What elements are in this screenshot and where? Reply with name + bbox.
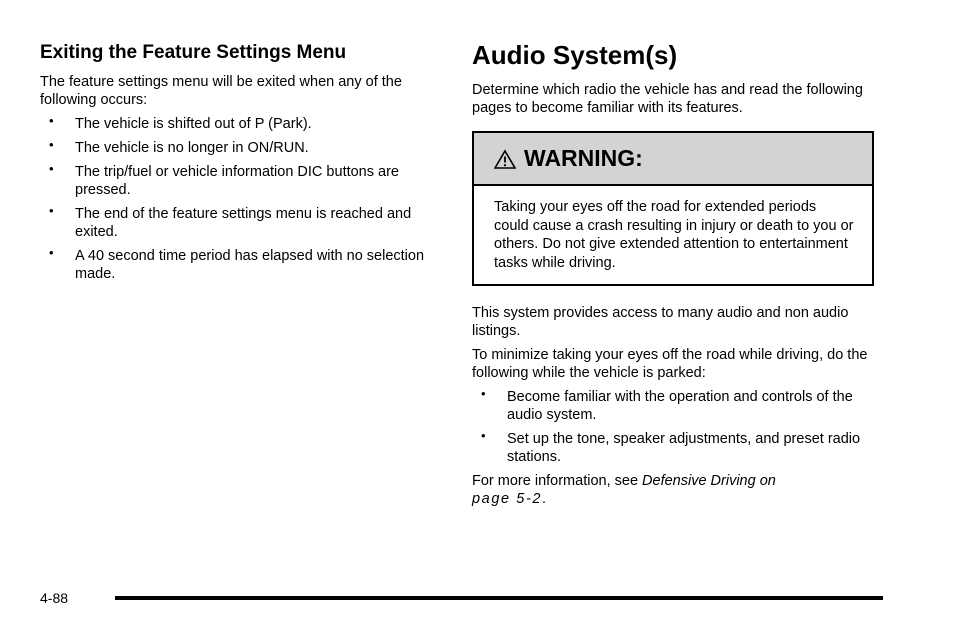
- bullet-icon: •: [49, 137, 54, 152]
- right-para-2: To minimize taking your eyes off the road while driving, do the following while the vehicle is parked:: [472, 347, 868, 381]
- right-intro: Determine which radio the vehicle has and read the following pages to become familiar with its features.: [472, 82, 863, 116]
- cross-reference-link[interactable]: Defensive Driving on: [642, 473, 776, 489]
- warning-body: Taking your eyes off the road for extended periods could cause a crash resulting in injury or death to you or others. Do not give extended attention to entertainment tasks while driving.: [494, 199, 854, 271]
- list-item: • Set up the tone, speaker adjustments, and preset radio stations.: [481, 428, 861, 465]
- cross-reference-page[interactable]: page 5-2: [472, 491, 543, 507]
- right-para-1: This system provides access to many audio and non audio listings.: [472, 305, 849, 339]
- list-item: • Become familiar with the operation and controls of the audio system.: [481, 386, 853, 423]
- list-item: • The vehicle is shifted out of P (Park).: [49, 113, 312, 132]
- warning-triangle-icon: [494, 149, 516, 169]
- bullet-icon: •: [49, 113, 54, 128]
- left-column: [40, 42, 440, 289]
- bullet-icon: •: [481, 386, 486, 401]
- bullet-icon: •: [49, 245, 54, 260]
- list-item: • The end of the feature settings menu is reached and exited.: [49, 203, 412, 240]
- bullet-icon: •: [49, 203, 54, 218]
- left-intro: The feature settings menu will be exited when any of the following occurs:: [40, 74, 402, 108]
- page-number: 4-88: [40, 590, 69, 606]
- warning-title: WARNING:: [524, 145, 643, 171]
- left-bullet-list: [40, 115, 440, 283]
- warning-box: [472, 131, 874, 286]
- more-info-paragraph: For more information, see Defensive Driving on page 5-2.: [472, 473, 776, 507]
- list-item: • A 40 second time period has elapsed with no selection made.: [49, 245, 425, 282]
- section-heading-exiting-menu: Exiting the Feature Settings Menu: [40, 42, 347, 63]
- list-item: • The vehicle is no longer in ON/RUN.: [49, 137, 309, 156]
- list-item: • The trip/fuel or vehicle information DIC buttons are pressed.: [49, 161, 399, 198]
- right-bullet-list: [472, 388, 874, 466]
- footer-rule: [115, 596, 883, 600]
- warning-header: [474, 133, 872, 186]
- bullet-icon: •: [481, 428, 486, 443]
- bullet-icon: •: [49, 161, 54, 176]
- page-title: Audio System(s): [472, 40, 678, 70]
- right-column: [472, 40, 874, 514]
